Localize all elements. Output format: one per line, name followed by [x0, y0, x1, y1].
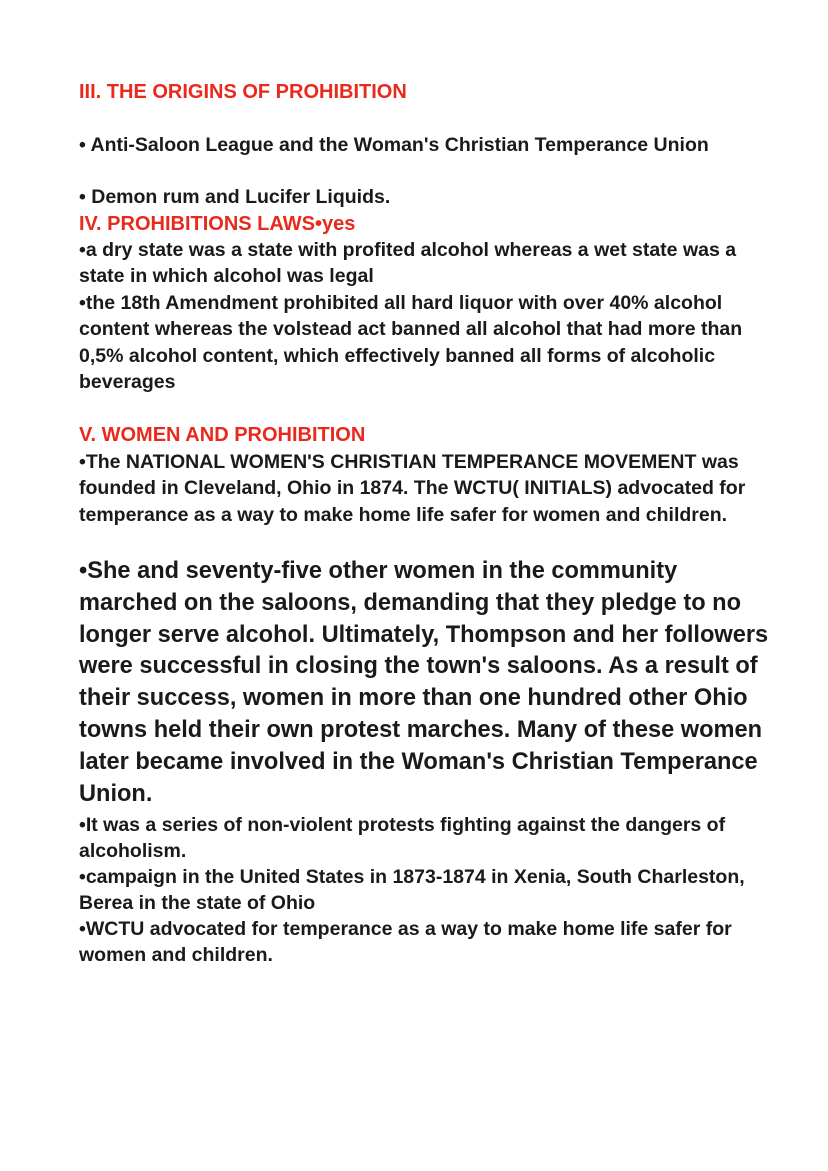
- section-4-heading-text: IV. PROHIBITIONS LAWS: [79, 213, 315, 235]
- section-5-heading: V. WOMEN AND PROHIBITION: [79, 424, 366, 446]
- section-3-bullet-1: • Anti-Saloon League and the Woman's Christian Temperance Union: [79, 134, 709, 156]
- section-4-heading-suffix: •yes: [314, 213, 356, 235]
- section-3-heading: III. THE ORIGINS OF PROHIBITION: [79, 81, 407, 103]
- section-5-bullet-4: •campaign in the United States in 1873-1874 in Xenia, South Charleston, Berea in the state of Ohio: [79, 866, 745, 915]
- section-5-bullet-1: •The NATIONAL WOMEN'S CHRISTIAN TEMPERANCE MOVEMENT was founded in Cleveland, Ohio in 1874. The WCTU( INITIALS) advocated for temperance as a way to make home life safer for women and children.: [79, 451, 746, 526]
- section-5-bullet-3: •It was a series of non-violent protests fighting against the dangers of alcoholism.: [79, 814, 726, 863]
- section-4-bullet-1: •a dry state was a state with profited alcohol whereas a wet state was a state in which alcohol was legal: [79, 239, 737, 288]
- section-4-heading: [79, 211, 355, 237]
- section-5-bullet-5: •WCTU advocated for temperance as a way to make home life safer for women and children.: [79, 918, 732, 967]
- section-4-bullet-2: •the 18th Amendment prohibited all hard liquor with over 40% alcohol content whereas the volstead act banned all alcohol that had more than 0,5% alcohol content, which effectively banned all forms of alcoholic beverages: [79, 292, 743, 393]
- section-3-bullet-2: • Demon rum and Lucifer Liquids.: [79, 186, 391, 208]
- section-5-bullet-2: •She and seventy-five other women in the community marched on the saloons, demanding that they pledge to no longer serve alcohol. Ultimately, Thompson and her followers were successful in closing the town's saloons. As a result of their success, women in more than one hundred other Ohio towns held their own protest marches. Many of these women later became involved in the Woman's Christian Temperance Union.: [79, 558, 769, 807]
